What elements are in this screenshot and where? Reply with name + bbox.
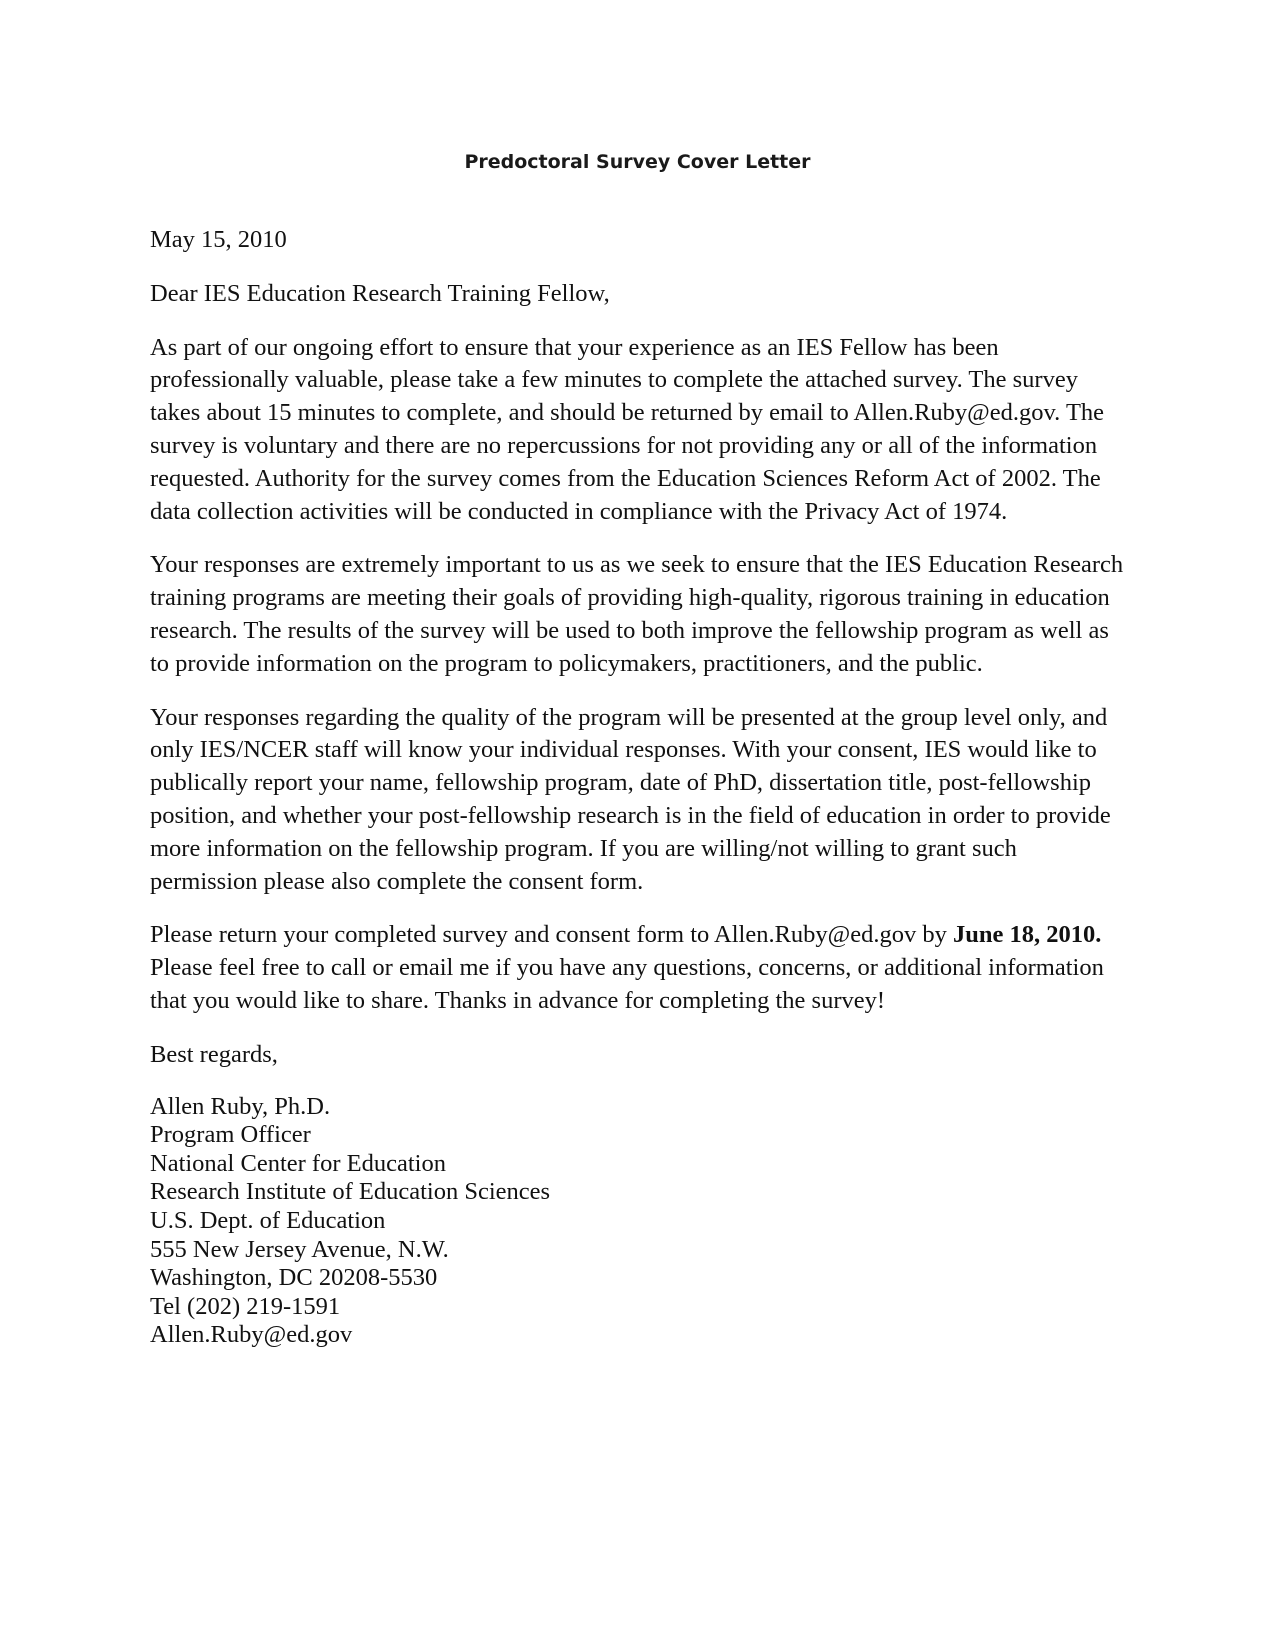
signer-org-line1: National Center for Education <box>150 1149 446 1177</box>
paragraph-return-instructions <box>150 919 1130 1017</box>
paragraph-importance: Your responses are extremely important to us as we seek to ensure that the IES Education Research training programs are meeting their goals of providing high-quality, rigorous training in education research. The results of the survey will be used to both improve the fellowship program as well as to provide information on the program to policymakers, practitioners, and the public. <box>150 551 1124 677</box>
salutation: Dear IES Education Research Training Fellow, <box>150 279 610 307</box>
letter-body <box>150 224 1130 1350</box>
paragraph-survey-intro: As part of our ongoing effort to ensure that your experience as an IES Fellow has been professionally valuable, please take a few minutes to complete the attached survey. The survey takes about 15 minutes to complete, and should be returned by email to Allen.Ruby@ed.gov. The survey is voluntary and there are no repercussions for not providing any or all of the information requested. Authority for the survey comes from the Education Sciences Reform Act of 2002. The data collection activities will be conducted in compliance with the Privacy Act of 1974. <box>150 333 1105 525</box>
signer-city: Washington, DC 20208-5530 <box>150 1264 438 1292</box>
signer-department: U.S. Dept. of Education <box>150 1206 386 1234</box>
letter-date: May 15, 2010 <box>150 226 287 253</box>
signer-phone: Tel (202) 219-1591 <box>150 1292 341 1320</box>
document-title: Predoctoral Survey Cover Letter <box>464 151 811 173</box>
signer-email: Allen.Ruby@ed.gov <box>150 1321 353 1349</box>
deadline-date: June 18, 2010. <box>953 921 1102 949</box>
signer-org-line2: Research Institute of Education Sciences <box>150 1178 551 1206</box>
return-text-before: Please return your completed survey and consent form to Allen.Ruby@ed.gov by <box>150 921 953 949</box>
signer-position: Program Officer <box>150 1121 311 1149</box>
return-text-after: Please feel free to call or email me if you have any questions, concerns, or additional information that you would like to share. Thanks in advance for completing the survey! <box>150 954 1104 1014</box>
paragraph-consent: Your responses regarding the quality of the program will be presented at the group level only, and only IES/NCER staff will know your individual responses. With your consent, IES would like to publically report your name, fellowship program, date of PhD, dissertation title, post-fellowship position, and whether your post-fellowship research is in the field of education in order to provide more information on the fellowship program. If you are willing/not willing to grant such permission please also complete the consent form. <box>150 703 1111 895</box>
signature-block <box>150 1093 1130 1350</box>
closing: Best regards, <box>150 1040 278 1068</box>
signer-street: 555 New Jersey Avenue, N.W. <box>150 1235 449 1263</box>
signer-name: Allen Ruby, Ph.D. <box>150 1092 331 1120</box>
